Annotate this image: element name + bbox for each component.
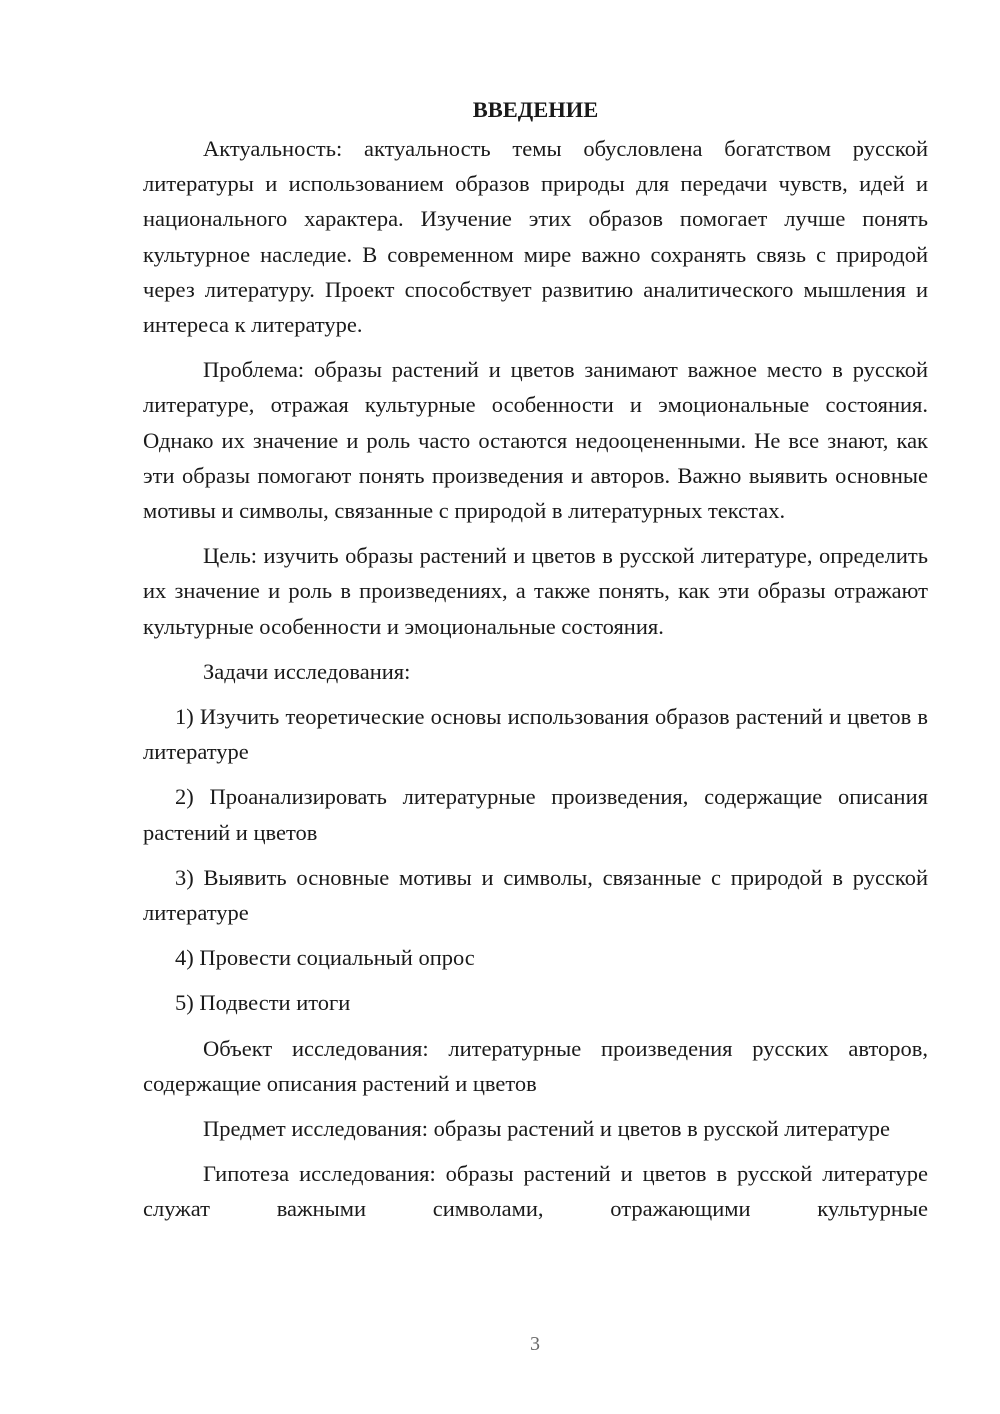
problem-paragraph: Проблема: образы растений и цветов занимают важное место в русской литературе, отражая культурные особенности и эмоциональные состояния. Однако их значение и роль часто остаются недооцененными. Не все знают, как эти образы помогают понять произведения и авторов. Важно выявить основные мотивы и символы, связанные с природой в литературных текстах. [143, 357, 928, 524]
page-content [143, 92, 928, 1237]
task-item-4: 4) Провести социальный опрос [175, 945, 475, 971]
object-paragraph: Объект исследования: литературные произведения русских авторов, содержащие описания растений и цветов [143, 1035, 928, 1096]
task-item-1: 1) Изучить теоретические основы использования образов растений и цветов в литературе [143, 704, 928, 765]
section-heading: ВВЕДЕНИЕ [472, 97, 599, 122]
subject-paragraph: Предмет исследования: образы растений и цветов в русской литературе [203, 1116, 891, 1142]
tasks-title: Задачи исследования: [203, 658, 411, 684]
page-number: 3 [530, 1333, 540, 1355]
task-item-2: 2) Проанализировать литературные произведения, содержащие описания растений и цветов [143, 784, 928, 845]
hypothesis-paragraph: Гипотеза исследования: образы растений и цветов в русской литературе служат важными символами, отражающими культурные [143, 1161, 928, 1222]
task-item-5: 5) Подвести итоги [175, 990, 351, 1016]
task-item-3: 3) Выявить основные мотивы и символы, связанные с природой в русской литературе [143, 864, 928, 926]
relevance-paragraph: Актуальность: актуальность темы обусловлена богатством русской литературы и использованием образов природы для передачи чувств, идей и национального характера. Изучение этих образов помогает лучше понять культурное наследие. В современном мире важно сохранять связь с природой через литературу. Проект способствует развитию аналитического мышления и интереса к литературе. [143, 136, 928, 338]
goal-paragraph: Цель: изучить образы растений и цветов в русской литературе, определить их значение и роль в произведениях, а также понять, как эти образы отражают культурные особенности и эмоциональные состояния. [143, 543, 928, 639]
